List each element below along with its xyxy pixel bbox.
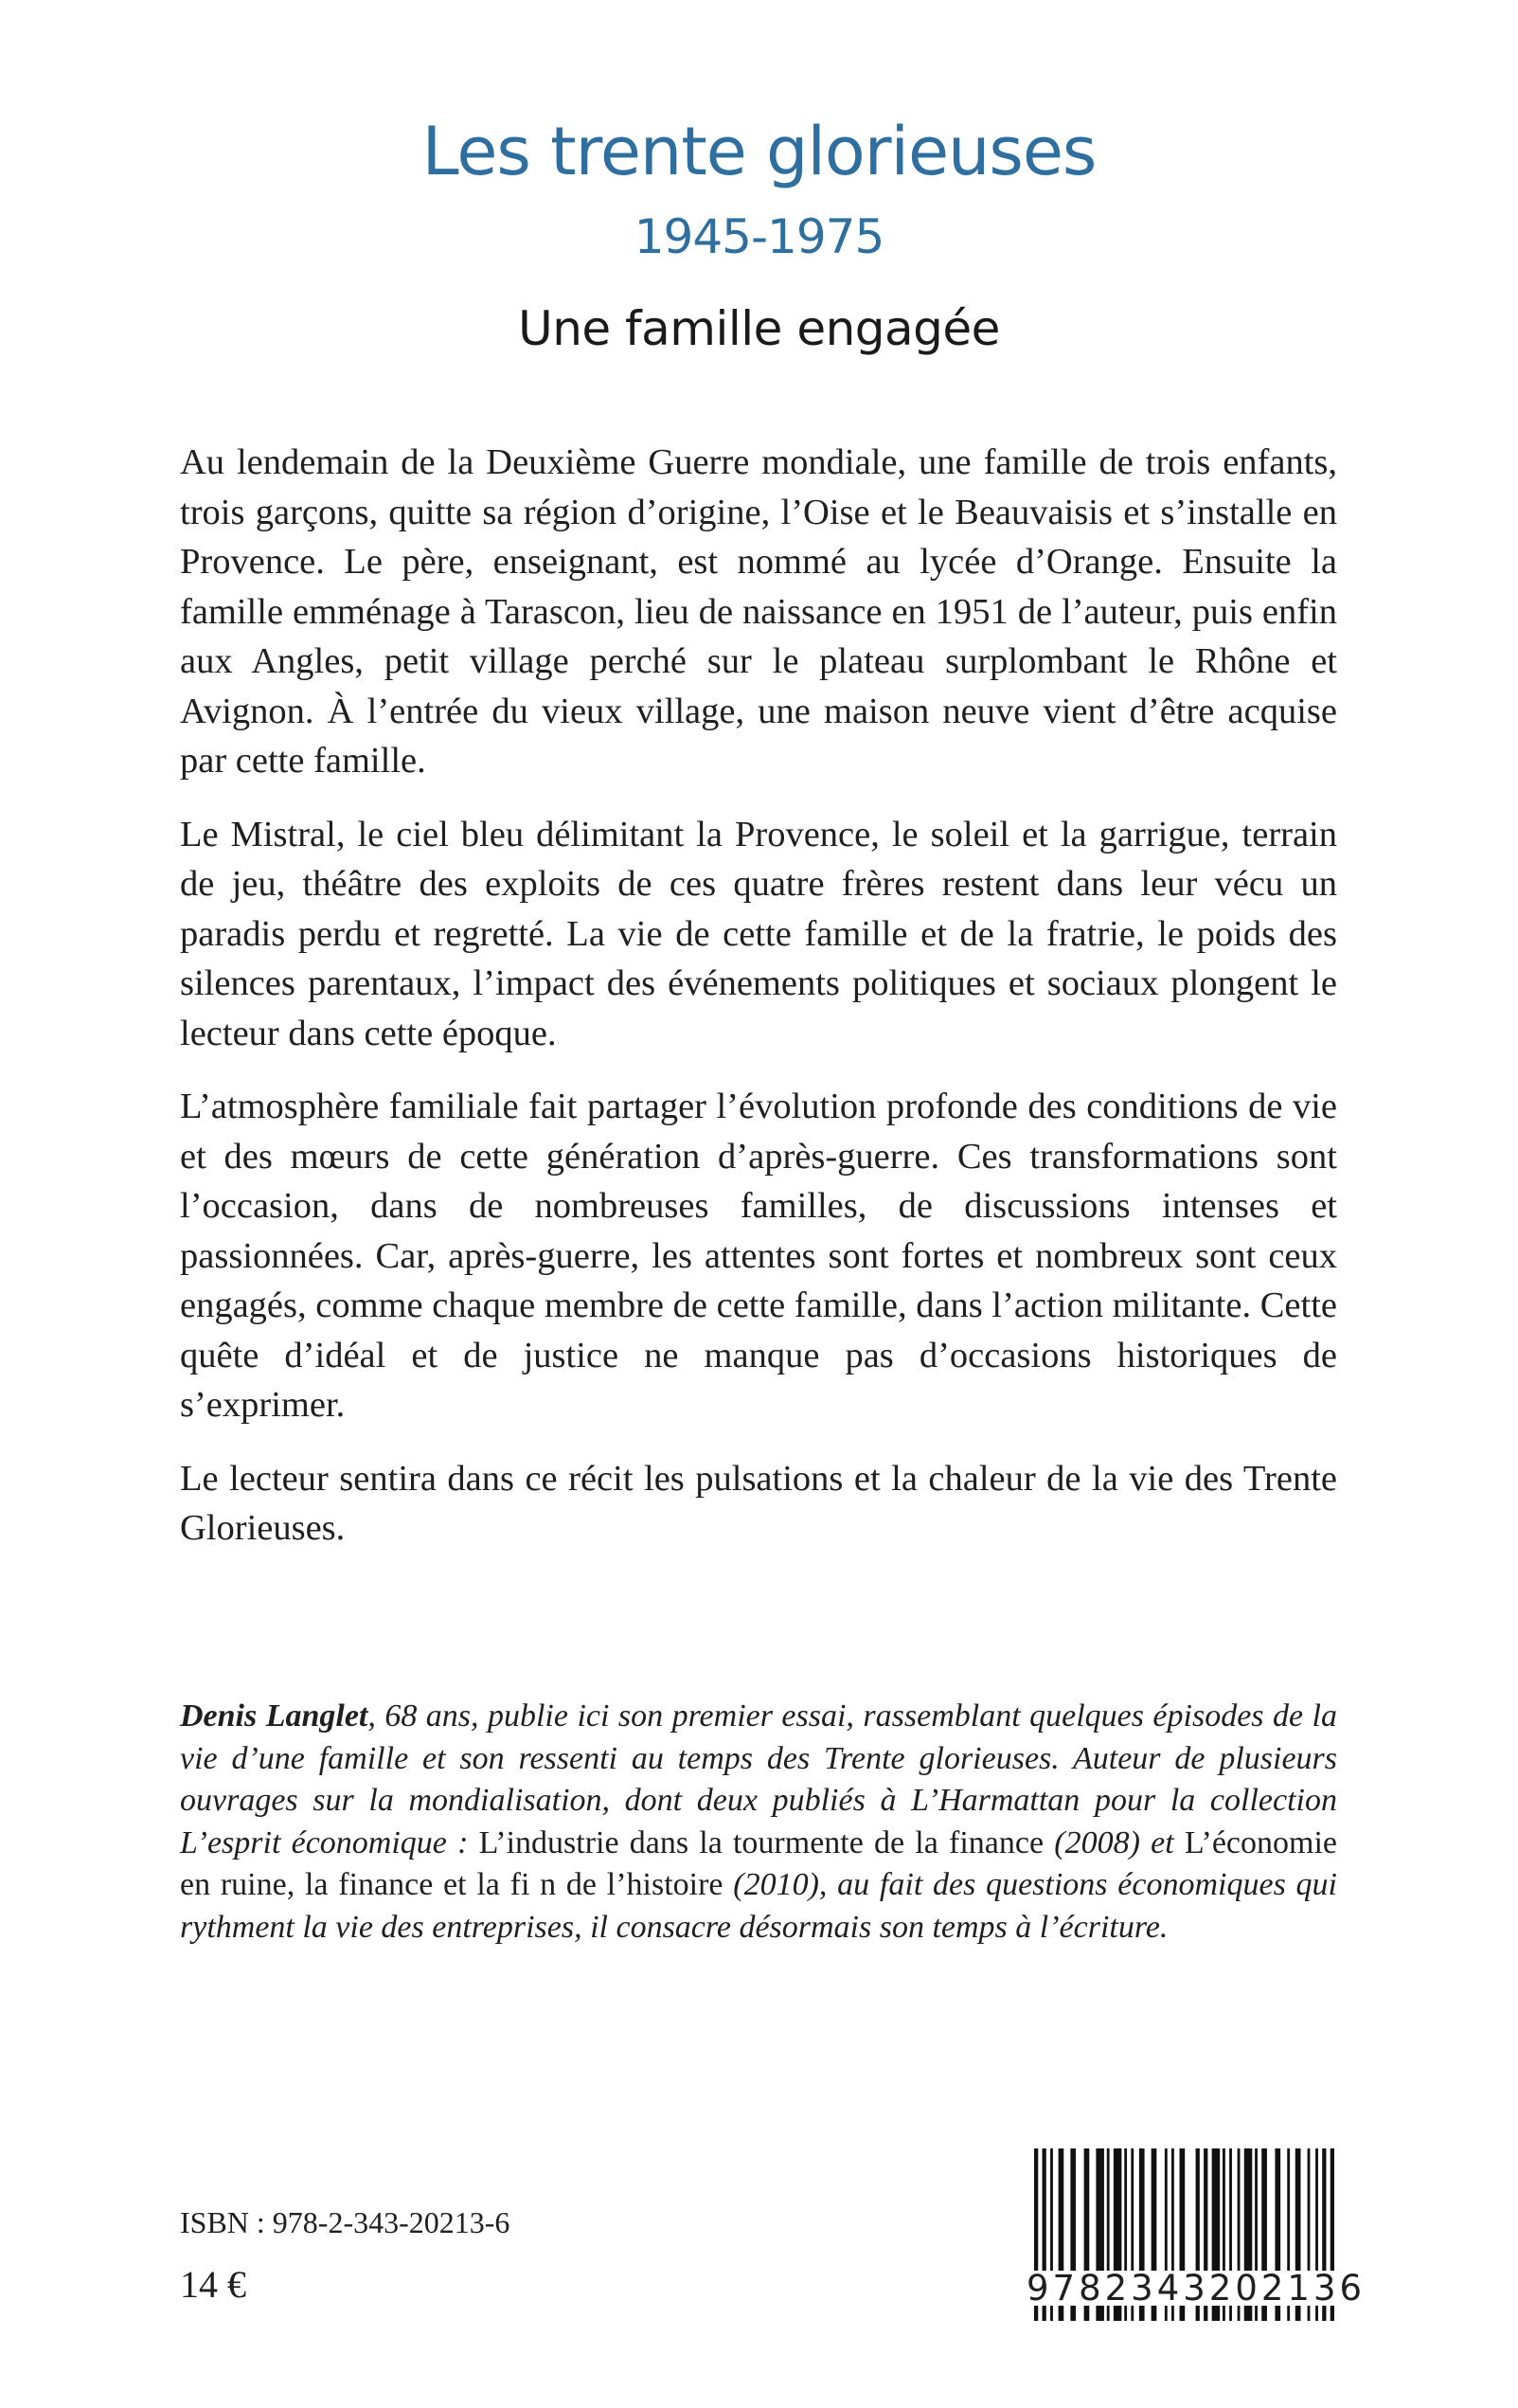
author-book-1: L’industrie dans la tourmente de la finance — [478, 1824, 1045, 1860]
author-bio-text-b: (2008) et — [1044, 1824, 1185, 1860]
book-dates: 1945-1975 — [634, 209, 884, 264]
author-name: Denis Langlet — [180, 1698, 368, 1734]
summary-paragraph-3: L’atmosphère familiale fait partager l’évolution profonde des conditions de vie et des mœurs de cette génération d’après-guerre. Ces transformations sont l’occasion, dans de nombreuses familles, de discussions intenses et passionnées. Car, après-guerre, les attentes sont fortes et nombreux sont ceux engagés, comme chaque membre de cette famille, dans l’action militante. Cette quête d’idéal et de justice ne manque pas d’occasions historiques de s’exprimer. — [180, 1087, 1337, 1425]
book-subtitle: Une famille engagée — [518, 301, 1000, 356]
author-bio — [180, 1696, 1337, 1949]
author-bio-text-a: , 68 ans, publie ici son premier essai, rassemblant quelques épisodes de la vie d’une famille et son ressenti au temps des Trente glorieuses. Auteur de plusieurs ouvrages sur la mondialisation, dont deux publiés à L’Harmattan pour la collection L’esprit économique : — [180, 1698, 1337, 1860]
book-title: Les trente glorieuses — [421, 113, 1097, 190]
summary-text — [180, 438, 1337, 1577]
author-bio-text-c: (2010), au fait des questions économiques qui rythment la vie des entreprises, il consacre désormais son temps à l’écriture. — [180, 1867, 1338, 1945]
summary-paragraph-4: Le lecteur sentira dans ce récit les pulsations et la chaleur de la vie des Trente Glorieuses. — [180, 1458, 1337, 1548]
isbn-text: ISBN : 978-2-343-20213-6 — [180, 2205, 510, 2239]
price-text: 14 € — [180, 2263, 246, 2306]
summary-paragraph-2: Le Mistral, le ciel bleu délimitant la Provence, le soleil et la garrigue, terrain de jeu, théâtre des exploits de ces quatre frères restent dans leur vécu un paradis perdu et regretté. La vie de cette famille et de la fratrie, le poids des silences parentaux, l’impact des événements politiques et sociaux plongent le lecteur dans cette époque. — [180, 814, 1337, 1053]
summary-paragraph-1: Au lendemain de la Deuxième Guerre mondiale, une famille de trois enfants, trois garçons, quitte sa région d’origine, l’Oise et le Beauvaisis et s’installe en Provence. Le père, enseignant, est nommé au lycée d’Orange. Ensuite la famille emménage à Tarascon, lieu de naissance en 1951 de l’auteur, puis enfin aux Angles, petit village perché sur le plateau surplombant le Rhône et Avignon. À l’entrée du vieux village, une maison neuve vient d’être acquise par cette famille. — [180, 442, 1337, 781]
author-book-2: L’économie en ruine, la finance et la fi n de l’histoire — [180, 1824, 1337, 1902]
barcode-number: 9782343202136 — [1027, 2268, 1366, 2309]
